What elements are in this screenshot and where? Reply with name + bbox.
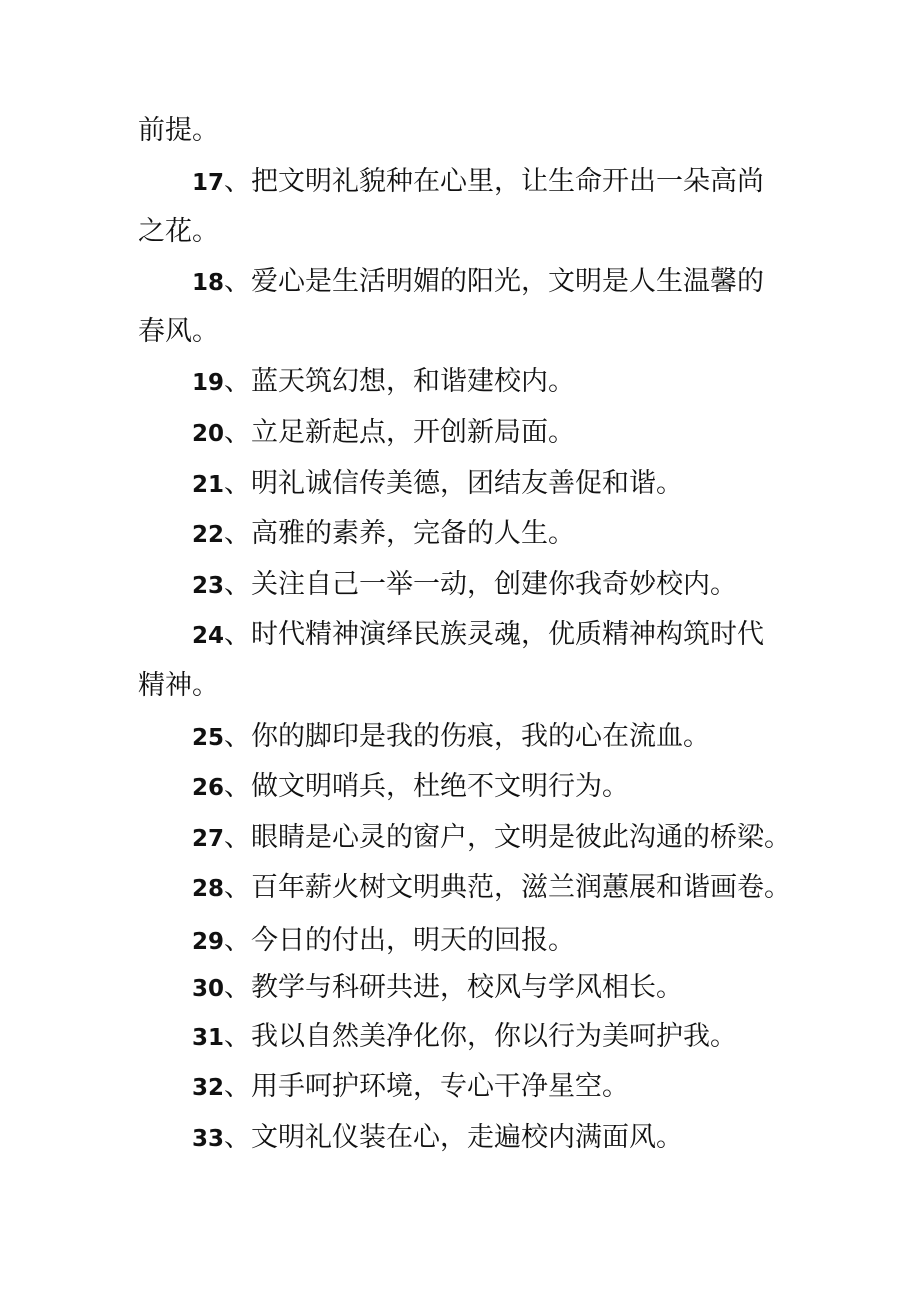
item-text: 今日的付出，明天的回报。 (251, 925, 576, 956)
item-number: 32 (192, 1075, 225, 1101)
list-item-32 (192, 1072, 629, 1103)
item-text: 百年薪火树文明典范，滋兰润蕙展和谐画卷。 (251, 872, 792, 903)
list-item-17 (192, 167, 764, 198)
list-item-24-continuation: 精神。 (138, 670, 219, 701)
item-text: 文明礼仪装在心，走遍校内满面风。 (251, 1122, 684, 1153)
list-item-24 (192, 620, 764, 651)
item-separator: 、 (224, 721, 252, 752)
item-text: 眼睛是心灵的窗户，文明是彼此沟通的桥梁。 (251, 822, 792, 853)
list-item-17-continuation: 之花。 (138, 216, 219, 247)
item-number: 19 (192, 370, 225, 396)
item-number: 31 (192, 1025, 225, 1051)
item-separator: 、 (224, 1071, 252, 1102)
list-item-25 (192, 722, 710, 753)
list-item-22 (192, 519, 575, 550)
item-number: 17 (192, 170, 225, 196)
list-item-33 (192, 1123, 683, 1154)
item-text: 时代精神演绎民族灵魂，优质精神构筑时代 (251, 619, 765, 650)
item-separator: 、 (224, 822, 252, 853)
item-number: 22 (192, 522, 225, 548)
item-text: 用手呵护环境，专心干净星空。 (251, 1071, 630, 1102)
item-separator: 、 (224, 417, 252, 448)
list-item-31 (192, 1022, 737, 1053)
list-item-18 (192, 267, 764, 298)
item-text: 做文明哨兵，杜绝不文明行为。 (251, 771, 630, 802)
item-number: 27 (192, 826, 225, 852)
list-item-23 (192, 570, 737, 601)
item-separator: 、 (224, 569, 252, 600)
item-number: 28 (192, 876, 225, 902)
item-separator: 、 (224, 1021, 252, 1052)
list-item-18-continuation: 春风。 (138, 316, 219, 347)
item-text: 把文明礼貌种在心里，让生命开出一朵高尚 (251, 166, 765, 197)
list-item-30 (192, 973, 683, 1004)
list-item-26 (192, 772, 629, 803)
item-number: 20 (192, 421, 225, 447)
item-text: 关注自己一举一动，创建你我奇妙校内。 (251, 569, 738, 600)
list-item-29 (192, 926, 575, 957)
item-separator: 、 (224, 518, 252, 549)
list-item-28 (192, 873, 791, 904)
item-text: 高雅的素养，完备的人生。 (251, 518, 576, 549)
item-text: 我以自然美净化你，你以行为美呵护我。 (251, 1021, 738, 1052)
item-text: 教学与科研共进，校风与学风相长。 (251, 972, 684, 1003)
item-number: 18 (192, 270, 225, 296)
item-separator: 、 (224, 366, 252, 397)
item-number: 30 (192, 976, 225, 1002)
item-text: 你的脚印是我的伤痕，我的心在流血。 (251, 721, 711, 752)
item-number: 24 (192, 623, 225, 649)
list-item-19 (192, 367, 575, 398)
item-number: 29 (192, 929, 225, 955)
item-separator: 、 (224, 468, 252, 499)
item-number: 23 (192, 573, 225, 599)
list-item-27 (192, 823, 791, 854)
item-separator: 、 (224, 771, 252, 802)
item-text: 明礼诚信传美德，团结友善促和谐。 (251, 468, 684, 499)
item-separator: 、 (224, 619, 252, 650)
continuation-text: 前提。 (138, 115, 219, 146)
item-number: 25 (192, 725, 225, 751)
item-text: 蓝天筑幻想，和谐建校内。 (251, 366, 576, 397)
item-text: 立足新起点，开创新局面。 (251, 417, 576, 448)
item-separator: 、 (224, 925, 252, 956)
item-separator: 、 (224, 266, 252, 297)
item-number: 26 (192, 775, 225, 801)
list-item-21 (192, 469, 683, 500)
item-separator: 、 (224, 1122, 252, 1153)
item-text: 爱心是生活明媚的阳光，文明是人生温馨的 (251, 266, 765, 297)
item-separator: 、 (224, 166, 252, 197)
item-separator: 、 (224, 872, 252, 903)
list-item-20 (192, 418, 575, 449)
item-number: 21 (192, 472, 225, 498)
item-separator: 、 (224, 972, 252, 1003)
item-number: 33 (192, 1126, 225, 1152)
